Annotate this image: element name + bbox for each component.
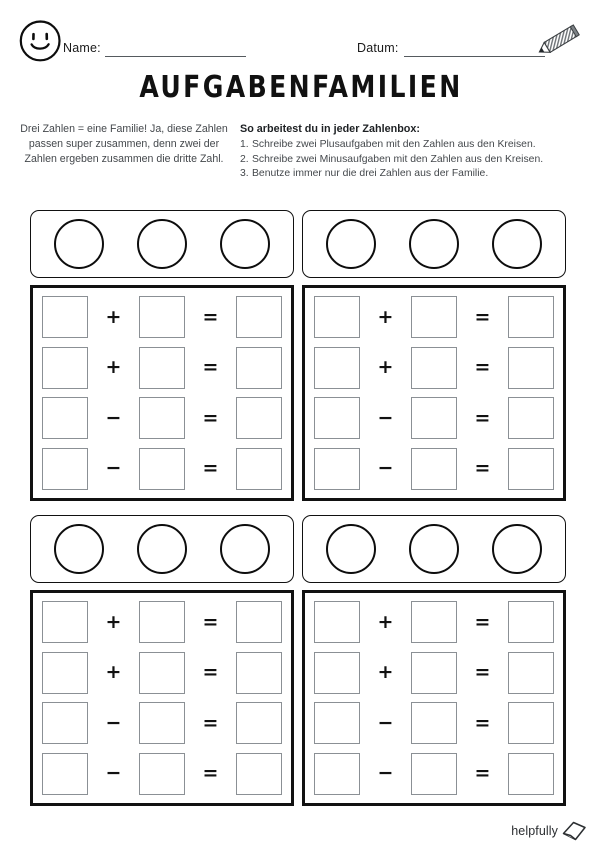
instruction-step-1-number: 1. bbox=[240, 138, 249, 150]
number-circle[interactable] bbox=[137, 524, 187, 574]
instructions-headline: So arbeitest du in jeder Zahlenbox: bbox=[240, 123, 420, 135]
result-box[interactable] bbox=[236, 753, 282, 795]
intro-description: Drei Zahlen = eine Familie! Ja, diese Zahlen passen super zusammen, denn zwei der Zahlen ergeben zusammen die dritte Zahl. bbox=[20, 123, 228, 166]
pencil-icon bbox=[531, 20, 587, 60]
equation-row bbox=[314, 395, 554, 441]
equals-symbol: = bbox=[202, 610, 219, 633]
date-input-line[interactable] bbox=[404, 56, 545, 57]
equation-row bbox=[314, 345, 554, 391]
equation-row bbox=[314, 599, 554, 645]
instruction-step-3-text: Benutze immer nur die drei Zahlen aus der Familie. bbox=[252, 168, 489, 180]
equals-symbol: = bbox=[474, 661, 491, 684]
result-box[interactable] bbox=[236, 347, 282, 389]
operand-b-box[interactable] bbox=[139, 347, 185, 389]
equation-row bbox=[42, 294, 282, 340]
operator-symbol: − bbox=[377, 406, 394, 429]
number-circle[interactable] bbox=[220, 219, 270, 269]
number-circle[interactable] bbox=[220, 524, 270, 574]
operand-a-box[interactable] bbox=[314, 296, 360, 338]
name-input-line[interactable] bbox=[105, 56, 246, 57]
result-box[interactable] bbox=[508, 601, 554, 643]
equals-symbol: = bbox=[202, 762, 219, 785]
number-circle[interactable] bbox=[409, 524, 459, 574]
name-field-label: Name: bbox=[63, 41, 101, 55]
operand-b-box[interactable] bbox=[139, 448, 185, 490]
operand-a-box[interactable] bbox=[42, 347, 88, 389]
number-circle[interactable] bbox=[326, 524, 376, 574]
equals-symbol: = bbox=[474, 356, 491, 379]
operand-b-box[interactable] bbox=[411, 702, 457, 744]
operand-a-box[interactable] bbox=[42, 753, 88, 795]
operand-a-box[interactable] bbox=[42, 397, 88, 439]
equation-row bbox=[314, 751, 554, 797]
result-box[interactable] bbox=[236, 296, 282, 338]
smiley-face-icon bbox=[18, 19, 62, 63]
number-circle[interactable] bbox=[492, 219, 542, 269]
operator-symbol: − bbox=[377, 762, 394, 785]
operator-symbol: − bbox=[105, 406, 122, 429]
equals-symbol: = bbox=[202, 457, 219, 480]
instruction-step-2-text: Schreibe zwei Minusaufgaben mit den Zahlen aus den Kreisen. bbox=[252, 153, 544, 165]
equation-row bbox=[42, 599, 282, 645]
instruction-step-3-number: 3. bbox=[240, 168, 249, 180]
operand-a-box[interactable] bbox=[314, 702, 360, 744]
equals-symbol: = bbox=[474, 610, 491, 633]
operand-b-box[interactable] bbox=[139, 753, 185, 795]
equals-symbol: = bbox=[474, 406, 491, 429]
operand-a-box[interactable] bbox=[42, 448, 88, 490]
number-family-unit-3 bbox=[30, 515, 294, 806]
date-field-label: Datum: bbox=[357, 41, 399, 55]
operator-symbol: + bbox=[105, 610, 122, 633]
operand-a-box[interactable] bbox=[314, 397, 360, 439]
instructions-block bbox=[240, 122, 590, 182]
instruction-step-1-text: Schreibe zwei Plusaufgaben mit den Zahlen aus den Kreisen. bbox=[252, 138, 536, 150]
operand-b-box[interactable] bbox=[139, 702, 185, 744]
operand-b-box[interactable] bbox=[411, 347, 457, 389]
operand-b-box[interactable] bbox=[139, 397, 185, 439]
result-box[interactable] bbox=[236, 652, 282, 694]
number-circles-row-4 bbox=[302, 515, 566, 583]
equals-symbol: = bbox=[474, 762, 491, 785]
result-box[interactable] bbox=[508, 296, 554, 338]
equals-symbol: = bbox=[202, 305, 219, 328]
number-circle[interactable] bbox=[492, 524, 542, 574]
instruction-step-3 bbox=[240, 167, 590, 182]
task-box-3 bbox=[30, 590, 294, 806]
number-circle[interactable] bbox=[54, 219, 104, 269]
equals-symbol: = bbox=[474, 457, 491, 480]
operand-a-box[interactable] bbox=[314, 448, 360, 490]
operator-symbol: − bbox=[105, 762, 122, 785]
operator-symbol: − bbox=[377, 457, 394, 480]
operator-symbol: + bbox=[377, 661, 394, 684]
operand-a-box[interactable] bbox=[42, 652, 88, 694]
operand-b-box[interactable] bbox=[411, 601, 457, 643]
equation-row bbox=[42, 345, 282, 391]
operand-b-box[interactable] bbox=[139, 601, 185, 643]
operand-a-box[interactable] bbox=[314, 601, 360, 643]
number-family-unit-1 bbox=[30, 210, 294, 501]
result-box[interactable] bbox=[508, 753, 554, 795]
equals-symbol: = bbox=[202, 356, 219, 379]
result-box[interactable] bbox=[508, 397, 554, 439]
task-box-2 bbox=[302, 285, 566, 501]
equation-row bbox=[42, 650, 282, 696]
number-family-unit-4 bbox=[302, 515, 566, 806]
number-circle[interactable] bbox=[326, 219, 376, 269]
operator-symbol: + bbox=[377, 305, 394, 328]
operand-b-box[interactable] bbox=[411, 296, 457, 338]
task-box-1 bbox=[30, 285, 294, 501]
equation-row bbox=[42, 395, 282, 441]
worksheet-header bbox=[0, 0, 602, 68]
instruction-step-1 bbox=[240, 138, 590, 153]
result-box[interactable] bbox=[236, 601, 282, 643]
equation-row bbox=[314, 446, 554, 492]
result-box[interactable] bbox=[236, 397, 282, 439]
number-circles-row-3 bbox=[30, 515, 294, 583]
operand-a-box[interactable] bbox=[314, 347, 360, 389]
number-circle[interactable] bbox=[137, 219, 187, 269]
task-box-4 bbox=[302, 590, 566, 806]
operand-b-box[interactable] bbox=[411, 397, 457, 439]
instruction-step-2 bbox=[240, 153, 590, 168]
operator-symbol: − bbox=[105, 711, 122, 734]
equation-row bbox=[314, 294, 554, 340]
operand-b-box[interactable] bbox=[411, 448, 457, 490]
equation-row bbox=[314, 700, 554, 746]
operator-symbol: − bbox=[105, 457, 122, 480]
equation-row bbox=[42, 700, 282, 746]
result-box[interactable] bbox=[508, 702, 554, 744]
equation-row bbox=[314, 650, 554, 696]
equals-symbol: = bbox=[202, 406, 219, 429]
worksheet-footer bbox=[0, 820, 602, 858]
number-circles-row-1 bbox=[30, 210, 294, 278]
equals-symbol: = bbox=[202, 661, 219, 684]
operand-b-box[interactable] bbox=[411, 753, 457, 795]
equals-symbol: = bbox=[474, 305, 491, 328]
instruction-step-2-number: 2. bbox=[240, 153, 249, 165]
flag-page-icon bbox=[560, 820, 588, 846]
result-box[interactable] bbox=[508, 448, 554, 490]
operator-symbol: + bbox=[105, 305, 122, 328]
result-box[interactable] bbox=[508, 347, 554, 389]
result-box[interactable] bbox=[508, 652, 554, 694]
equation-row bbox=[42, 751, 282, 797]
number-circle[interactable] bbox=[409, 219, 459, 269]
operand-b-box[interactable] bbox=[411, 652, 457, 694]
operator-symbol: + bbox=[105, 661, 122, 684]
page-title: AUFGABENFAMILIEN bbox=[139, 70, 463, 105]
operator-symbol: + bbox=[105, 356, 122, 379]
number-circles-row-2 bbox=[302, 210, 566, 278]
operator-symbol: + bbox=[377, 356, 394, 379]
brand-name: helpfully bbox=[511, 824, 558, 838]
number-family-unit-2 bbox=[302, 210, 566, 501]
equals-symbol: = bbox=[202, 711, 219, 734]
operator-symbol: + bbox=[377, 610, 394, 633]
operand-b-box[interactable] bbox=[139, 296, 185, 338]
operand-a-box[interactable] bbox=[42, 296, 88, 338]
operand-a-box[interactable] bbox=[314, 652, 360, 694]
equation-row bbox=[42, 446, 282, 492]
result-box[interactable] bbox=[236, 448, 282, 490]
operand-a-box[interactable] bbox=[42, 702, 88, 744]
operand-a-box[interactable] bbox=[42, 601, 88, 643]
operator-symbol: − bbox=[377, 711, 394, 734]
operand-b-box[interactable] bbox=[139, 652, 185, 694]
result-box[interactable] bbox=[236, 702, 282, 744]
equals-symbol: = bbox=[474, 711, 491, 734]
operand-a-box[interactable] bbox=[314, 753, 360, 795]
number-circle[interactable] bbox=[54, 524, 104, 574]
